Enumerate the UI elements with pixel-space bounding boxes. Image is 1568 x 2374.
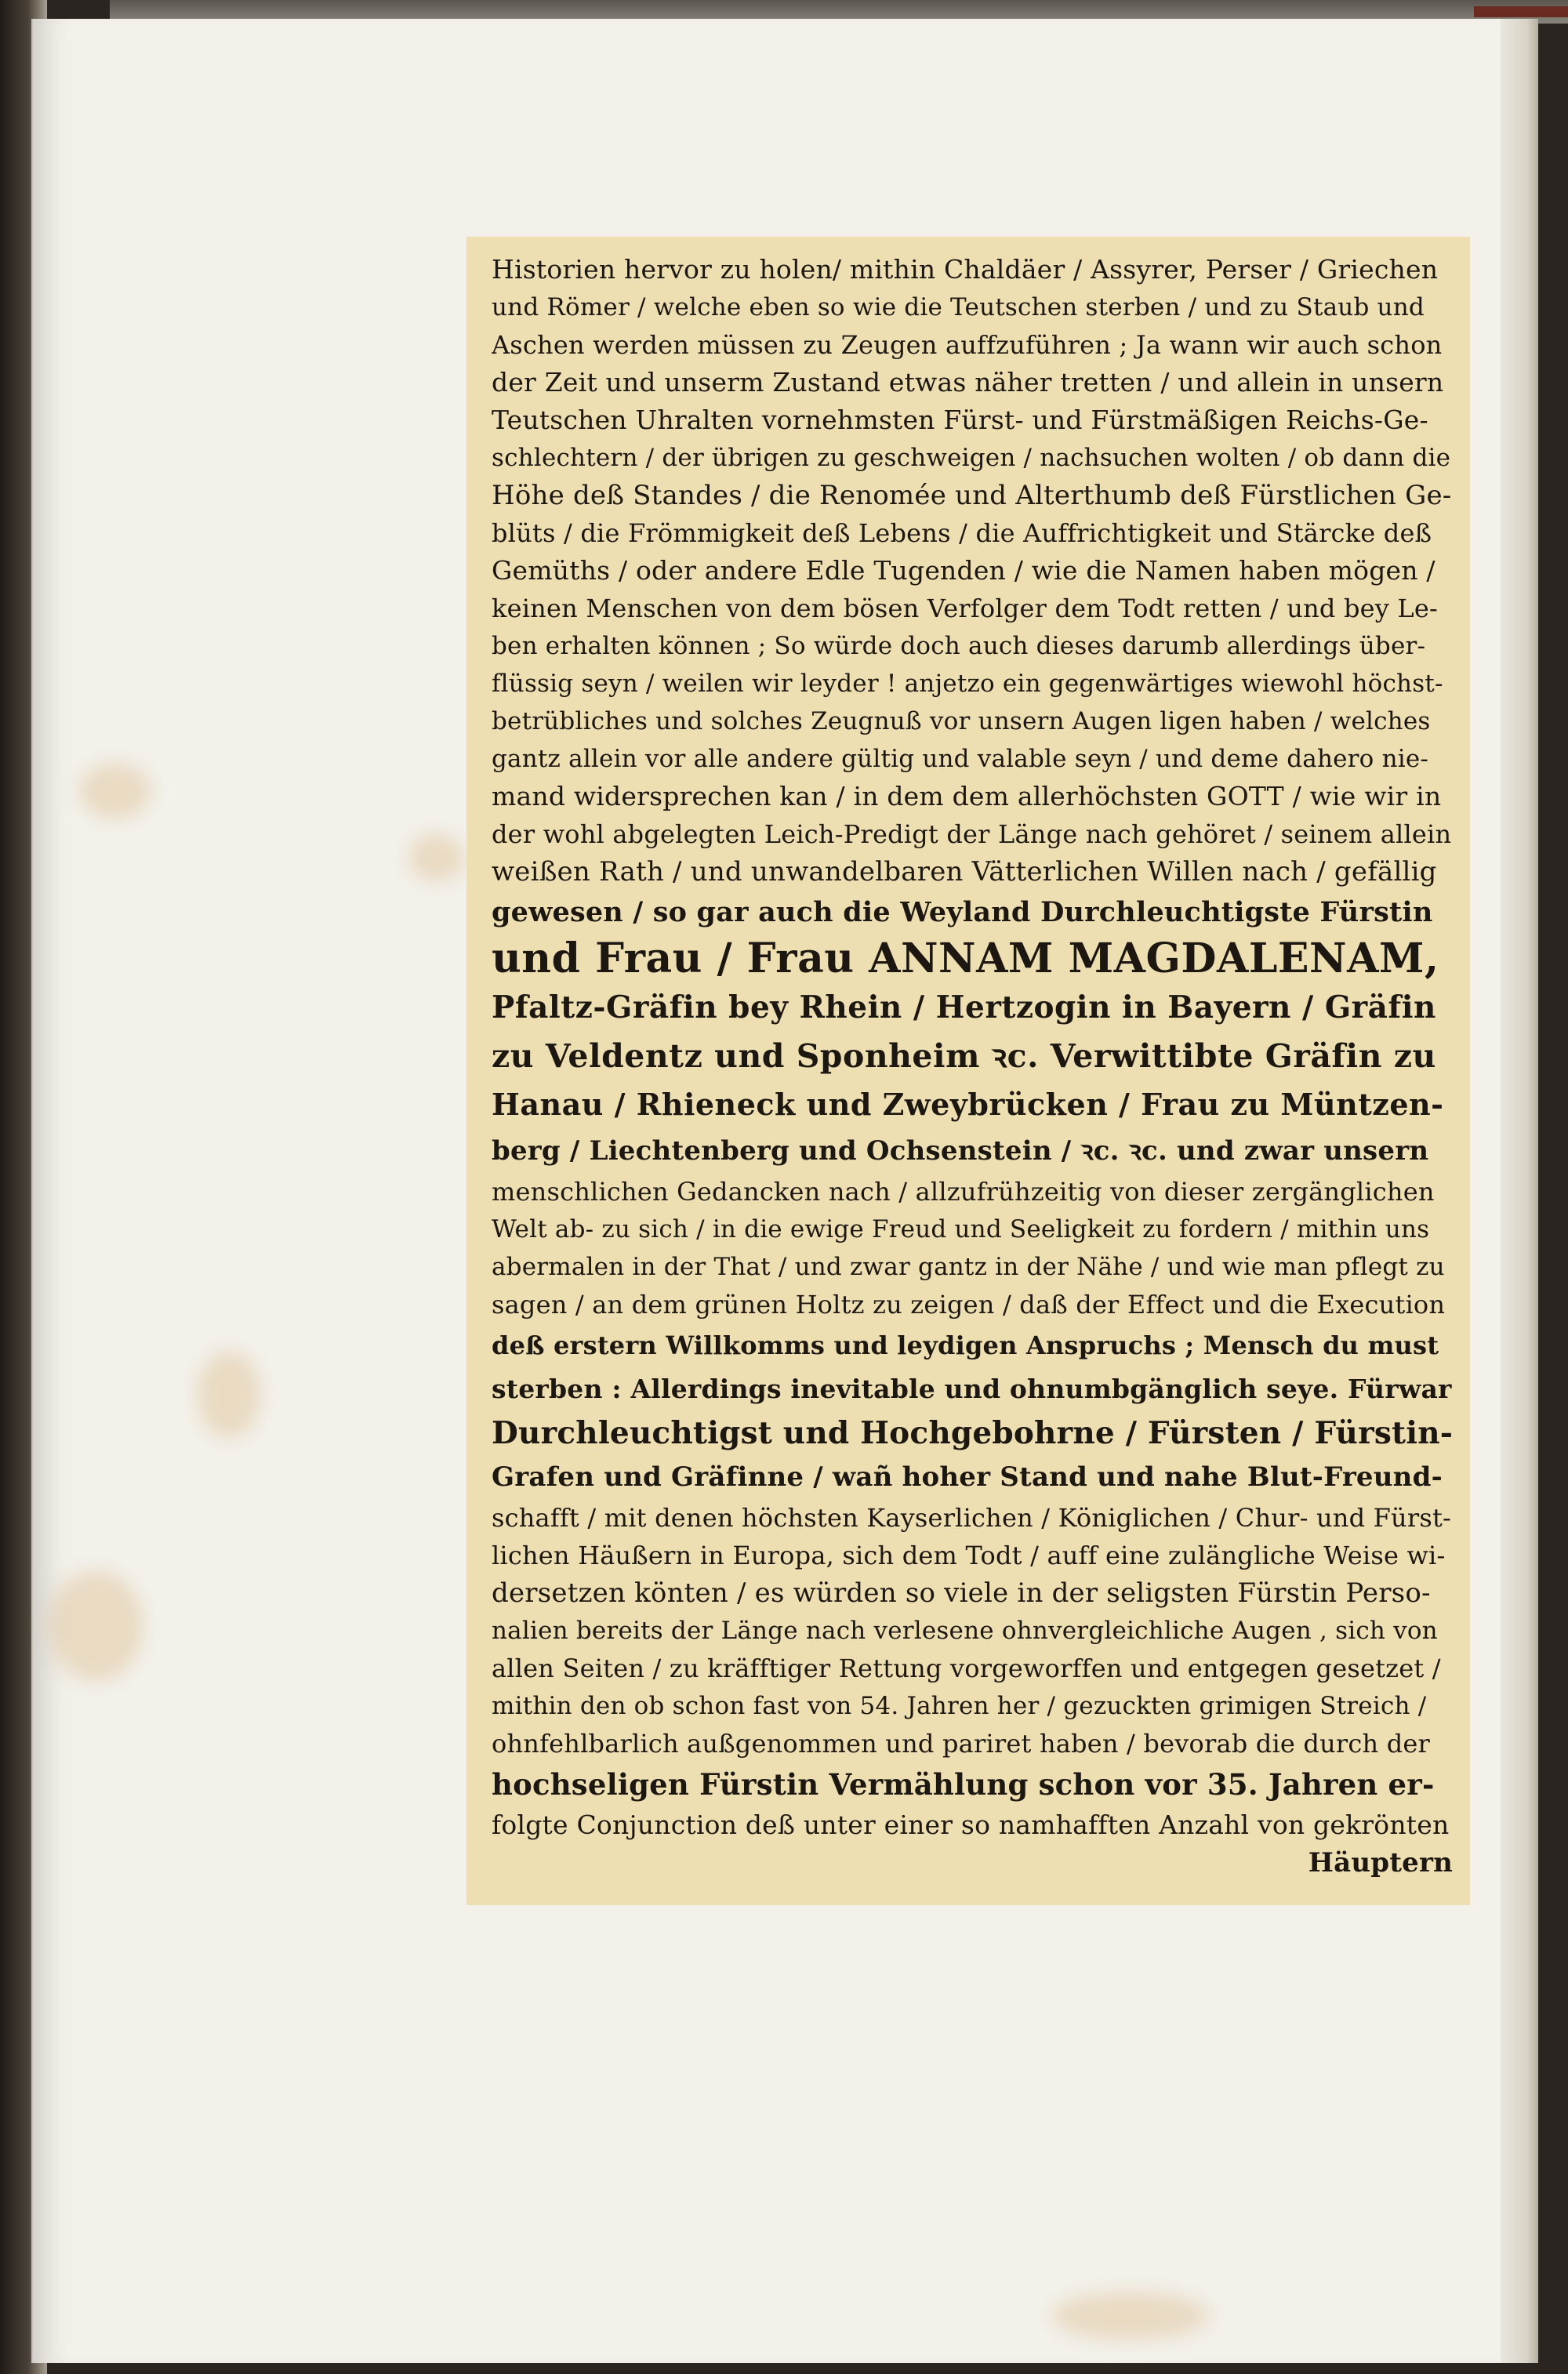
- text-line: gantz allein vor alle andere gültig und valable seyn / und deme dahero nie-: [492, 745, 1429, 773]
- text-line: und Römer / welche eben so wie die Teutschen sterben / und zu Staub und: [492, 293, 1425, 321]
- text-line: weißen Rath / und unwandelbaren Vätterlichen Willen nach / gefällig: [492, 856, 1437, 888]
- text-line: Historien hervor zu holen/ mithin Chaldäer / Assyrer, Perser / Griechen: [492, 254, 1439, 285]
- text-line: sterben : Allerdings inevitable und ohnumbgänglich seye. Fürwar: [492, 1374, 1452, 1404]
- text-line-name: und Frau / Frau ANNAM MAGDALENAM,: [492, 935, 1439, 982]
- text-line: sagen / an dem grünen Holtz zu zeigen / daß der Effect und die Execution: [492, 1290, 1446, 1319]
- catchword: Häuptern: [1308, 1847, 1453, 1879]
- paper-stain: [198, 1352, 260, 1438]
- text-line: mithin den ob schon fast von 54. Jahren her / gezuckten grimigen Streich /: [492, 1692, 1427, 1720]
- text-line: lichen Häußern in Europa, sich dem Todt / auff eine zulängliche Weise wi-: [492, 1541, 1446, 1570]
- text-line-title: berg / Liechtenberg und Ochsenstein / ꝛc. ꝛc. und zwar unsern: [492, 1135, 1429, 1167]
- text-line: Teutschen Uhralten vornehmsten Fürst- und Fürstmäßigen Reichs-Ge-: [492, 405, 1428, 435]
- text-line: betrübliches und solches Zeugnuß vor unsern Augen ligen haben / welches: [492, 707, 1431, 735]
- text-line-title: Pfaltz-Gräfin bey Rhein / Hertzogin in Bayern / Gräfin: [492, 989, 1436, 1025]
- paper-stain: [409, 834, 464, 881]
- text-line: folgte Conjunction deß unter einer so namhafften Anzahl von gekrönten: [492, 1810, 1450, 1840]
- text-line-title: Hanau / Rhieneck und Zweybrücken / Frau zu Müntzen-: [492, 1087, 1444, 1122]
- text-line: allen Seiten / zu kräfftiger Rettung vorgeworffen und entgegen gesetzet /: [492, 1653, 1441, 1683]
- text-line: blüts / die Frömmigkeit deß Lebens / die Auffrichtigkeit und Stärcke deß: [492, 518, 1432, 548]
- text-line-title: zu Veldentz und Sponheim ꝛc. Verwittibte Gräfin zu: [492, 1037, 1436, 1075]
- text-line: menschlichen Gedancken nach / allzufrühzeitig von dieser zergänglichen: [492, 1177, 1435, 1207]
- text-line: mand widersprechen kan / in dem dem allerhöchsten GOTT / wie wir in: [492, 781, 1442, 811]
- text-line: Welt ab- zu sich / in die ewige Freud und Seeligkeit zu fordern / mithin uns: [492, 1215, 1430, 1243]
- text-line: ohnfehlbarlich außgenommen und pariret haben / bevorab die durch der: [492, 1729, 1431, 1759]
- text-line: flüssig seyn / weilen wir leyder ! anjetzo ein gegenwärtiges wiewohl höchst-: [492, 670, 1443, 698]
- text-line: deß erstern Willkomms und leydigen Anspruchs ; Mensch du must: [492, 1330, 1439, 1360]
- text-line-title: Grafen und Gräfinne / wañ hoher Stand und nahe Blut-Freund-: [492, 1461, 1443, 1493]
- page-edge: [1501, 19, 1538, 2363]
- text-line: der wohl abgelegten Leich-Predigt der Länge nach gehöret / seinem allein: [492, 819, 1452, 849]
- text-line: Aschen werden müssen zu Zeugen auffzuführen ; Ja wann wir auch schon: [492, 330, 1443, 360]
- text-line: schafft / mit denen höchsten Kayserlichen / Königlichen / Chur- und Fürst-: [492, 1503, 1452, 1533]
- paper-stain: [80, 764, 151, 819]
- paper-stain: [1052, 2292, 1209, 2340]
- text-line: dersetzen könten / es würden so viele in der seligsten Fürstin Perso-: [492, 1577, 1431, 1609]
- paper-stain: [49, 1571, 143, 1681]
- text-line: Höhe deß Standes / die Renomée und Alterthumb deß Fürstlichen Ge-: [492, 480, 1452, 511]
- text-line: hochseligen Fürstin Vermählung schon vor 35. Jahren er-: [492, 1767, 1435, 1802]
- book-cover-band: [1474, 6, 1568, 17]
- text-line: der Zeit und unserm Zustand etwas näher tretten / und allein in unsern: [492, 367, 1444, 397]
- text-line-title: Durchleuchtigst und Hochgebohrne / Fürsten / Fürstin-: [492, 1415, 1453, 1451]
- text-line: nalien bereits der Länge nach verlesene ohnvergleichliche Augen , sich von: [492, 1617, 1438, 1645]
- text-line: gewesen / so gar auch die Weyland Durchleuchtigste Fürstin: [492, 896, 1433, 928]
- text-line: schlechtern / der übrigen zu geschweigen / nachsuchen wolten / ob dann die: [492, 444, 1451, 472]
- printed-text-block: [466, 237, 1470, 1905]
- text-line: ben erhalten können ; So würde doch auch dieses darumb allerdings über-: [492, 632, 1426, 660]
- text-line: keinen Menschen von dem bösen Verfolger dem Todt retten / und bey Le-: [492, 594, 1439, 623]
- text-line: abermalen in der That / und zwar gantz in der Nähe / und wie man pflegt zu: [492, 1253, 1445, 1281]
- text-line: Gemüths / oder andere Edle Tugenden / wie die Namen haben mögen /: [492, 555, 1436, 586]
